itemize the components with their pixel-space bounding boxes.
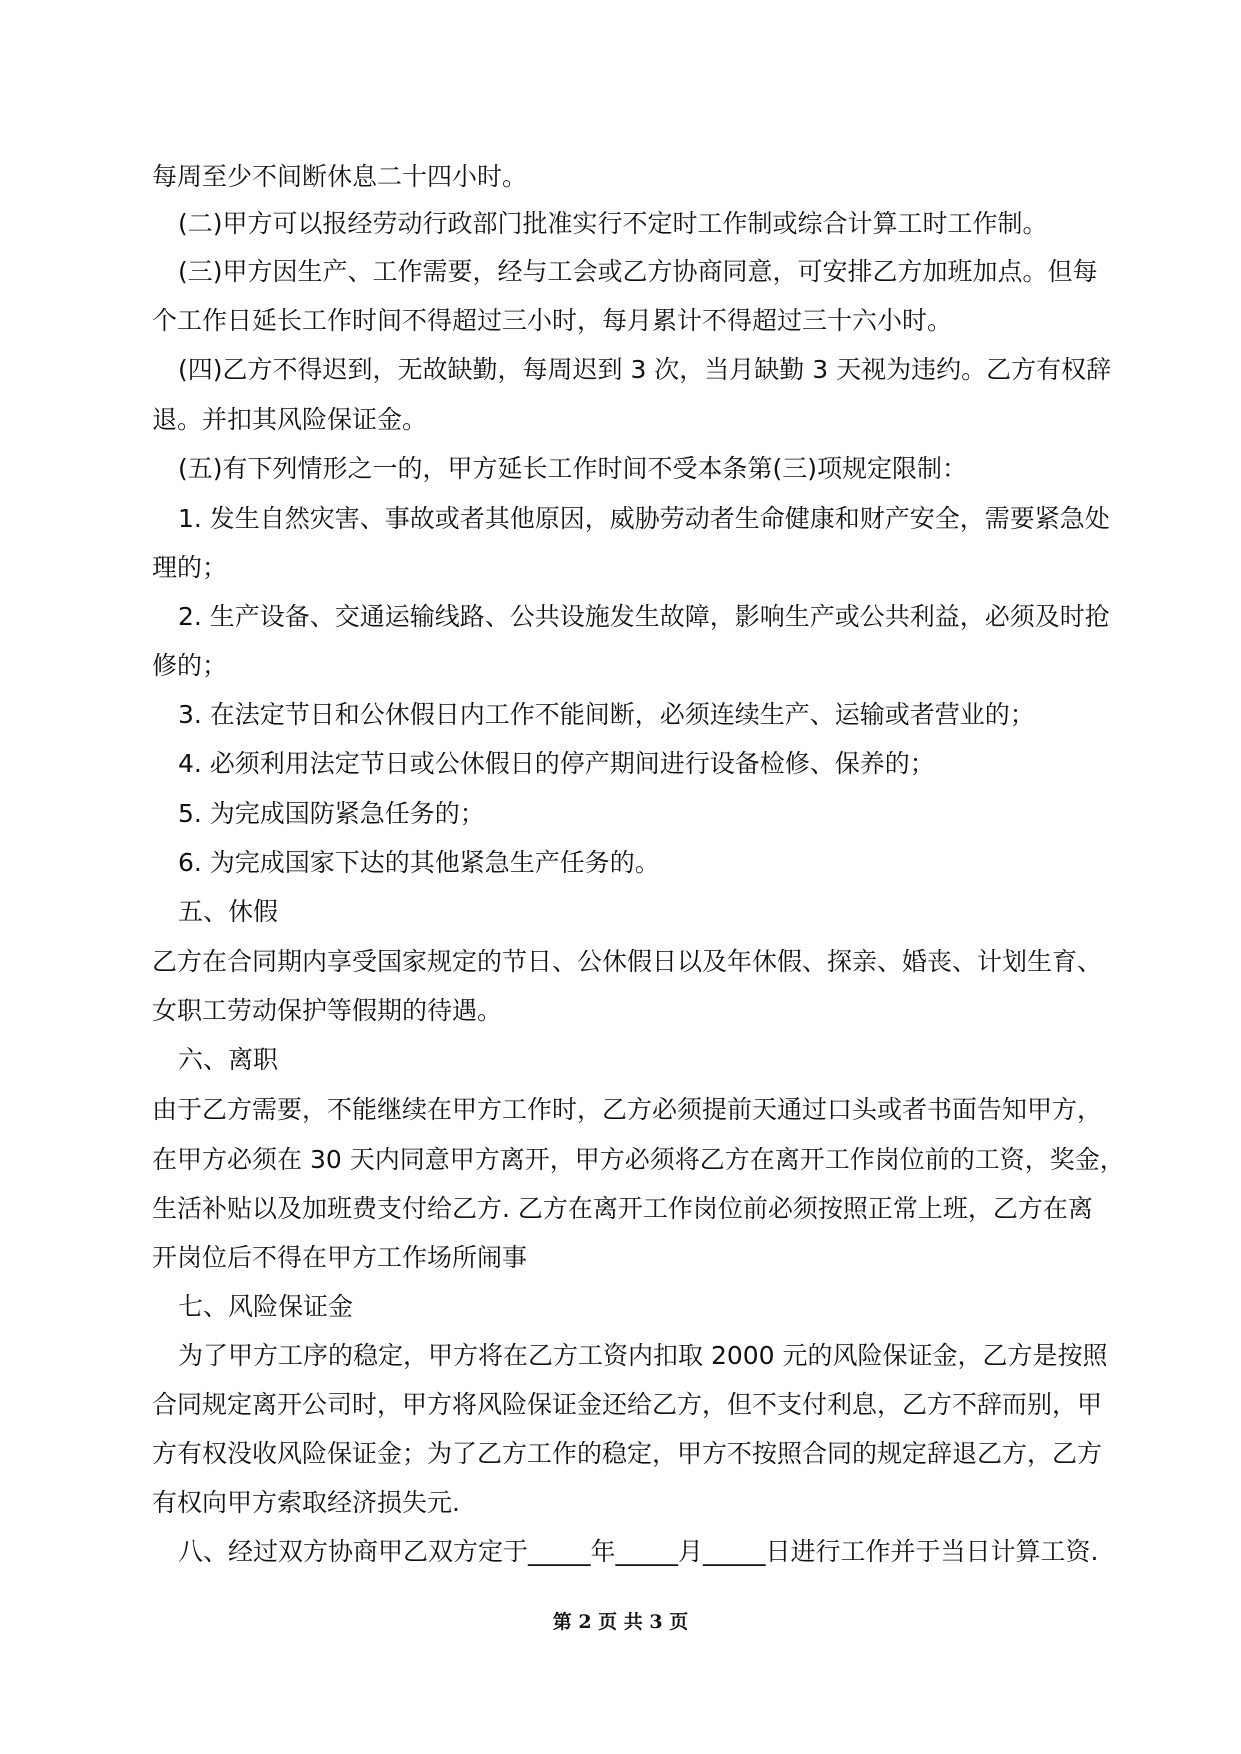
body-line: 开岗位后不得在甲方工作场所闹事 (152, 1243, 528, 1272)
body-line: 乙方在合同期内享受国家规定的节日、公休假日以及年休假、探亲、婚丧、计划生育、 (152, 947, 1103, 976)
body-line: (二)甲方可以报经劳动行政部门批准实行不定时工作制或综合计算工时工作制。 (178, 209, 1048, 238)
body-line: (三)甲方因生产、工作需要，经与工会或乙方协商同意，可安排乙方加班加点。但每 (178, 257, 1098, 286)
section-heading: 七、风险保证金 (178, 1292, 354, 1321)
body-line: 由于乙方需要，不能继续在甲方工作时，乙方必须提前天通过口头或者书面告知甲方， (152, 1095, 1103, 1124)
body-line: 退。并扣其风险保证金。 (152, 405, 428, 434)
body-line: (四)乙方不得迟到，无故缺勤，每周迟到 3 次，当月缺勤 3 天视为违约。乙方有权辞 (178, 355, 1112, 384)
body-line: 生活补贴以及加班费支付给乙方. 乙方在离开工作岗位前必须按照正常上班，乙方在离 (152, 1194, 1093, 1223)
body-line: 6. 为完成国家下达的其他紧急生产任务的。 (178, 848, 660, 877)
body-line: 修的； (152, 651, 228, 680)
body-line: 八、经过双方协商甲乙双方定于_____年_____月_____日进行工作并于当日计算工资. (178, 1537, 1099, 1566)
body-line: 合同规定离开公司时，甲方将风险保证金还给乙方，但不支付利息，乙方不辞而别，甲 (152, 1390, 1103, 1419)
body-line: (五)有下列情形之一的，甲方延长工作时间不受本条第(三)项规定限制： (178, 454, 968, 483)
body-line: 个工作日延长工作时间不得超过三小时，每月累计不得超过三十六小时。 (152, 306, 953, 335)
body-line: 3. 在法定节日和公休假日内工作不能间断，必须连续生产、运输或者营业的； (178, 700, 1035, 729)
body-line: 5. 为完成国防紧急任务的； (178, 799, 485, 828)
body-line: 4. 必须利用法定节日或公休假日的停产期间进行设备检修、保养的； (178, 749, 935, 778)
body-line: 每周至少不间断休息二十四小时。 (152, 162, 528, 191)
body-line: 女职工劳动保护等假期的待遇。 (152, 996, 503, 1025)
body-line: 理的； (152, 553, 228, 582)
body-line: 方有权没收风险保证金；为了乙方工作的稳定，甲方不按照合同的规定辞退乙方，乙方 (152, 1439, 1103, 1468)
section-heading: 六、离职 (178, 1045, 279, 1074)
page-footer: 第 2 页 共 3 页 (552, 1611, 689, 1633)
section-heading: 五、休假 (178, 897, 279, 926)
body-line: 为了甲方工序的稳定，甲方将在乙方工资内扣取 2000 元的风险保证金，乙方是按照 (178, 1341, 1108, 1370)
body-line: 1. 发生自然灾害、事故或者其他原因，威胁劳动者生命健康和财产安全，需要紧急处 (178, 504, 1110, 533)
body-line: 在甲方必须在 30 天内同意甲方离开，甲方必须将乙方在离开工作岗位前的工资，奖金， (152, 1145, 1125, 1174)
body-line: 2. 生产设备、交通运输线路、公共设施发生故障，影响生产或公共利益，必须及时抢 (178, 602, 1110, 631)
body-line: 有权向甲方索取经济损失元. (152, 1488, 460, 1517)
